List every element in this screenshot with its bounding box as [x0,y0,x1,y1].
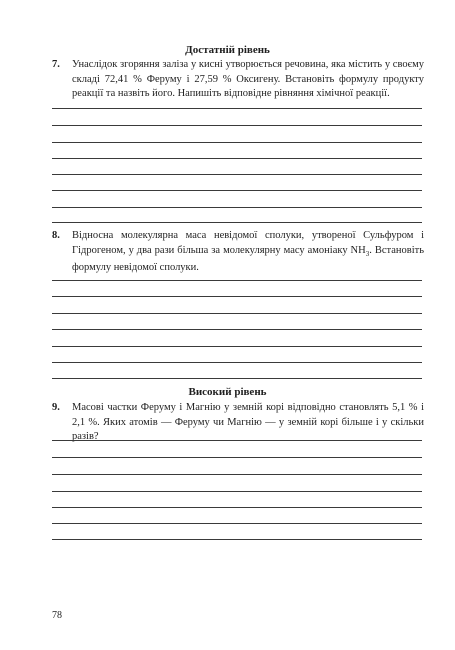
task-text: Унаслідок згоряння заліза у кисні утворюється речовина, яка містить у своєму складі 72,41 % Феруму і 27,59 % Оксигену. Встановіть формулу продукту реакції та назвіть його. Напишіть відповідне рівняння хімічної реакції. [72,59,424,99]
task-text-part: . Встановіть формулу невідомої сполуки. [72,244,424,274]
task-number: 8. [52,230,60,241]
task-7 [52,58,424,102]
answer-line[interactable] [52,457,422,458]
answer-line[interactable] [52,491,422,492]
answer-line[interactable] [52,313,422,314]
answer-line[interactable] [52,207,422,208]
task-text [72,229,424,276]
task-text-part: Відносна молекулярна маса невідомої сполуки, утвореної Сульфуром і Гідрогеном, у два рази більша за молекулярну масу амоніаку NH [72,230,424,256]
answer-line[interactable] [52,329,422,330]
answer-line[interactable] [52,440,422,441]
answer-line[interactable] [52,296,422,297]
answer-line[interactable] [52,362,422,363]
answer-line[interactable] [52,507,422,508]
answer-line[interactable] [52,142,422,143]
answer-line[interactable] [52,174,422,175]
section-title-high: Високий рівень [188,386,267,398]
answer-line[interactable] [52,125,422,126]
task-8 [52,229,424,276]
answer-line[interactable] [52,539,422,540]
section-title-sufficient: Достатній рівень [185,44,270,56]
formula-subscript: 3 [365,249,370,258]
answer-line[interactable] [52,280,422,281]
answer-line[interactable] [52,158,422,159]
answer-line[interactable] [52,378,422,379]
answer-line[interactable] [52,108,422,109]
answer-line[interactable] [52,190,422,191]
answer-line[interactable] [52,346,422,347]
answer-line[interactable] [52,474,422,475]
page-number: 78 [52,610,62,621]
task-number: 7. [52,59,60,70]
task-number: 9. [52,402,60,413]
task-9 [52,401,424,445]
answer-line[interactable] [52,222,422,223]
answer-line[interactable] [52,523,422,524]
task-text: Масові частки Феруму і Магнію у земній корі відповідно становлять 5,1 % і 2,1 %. Яких атомів — Феруму чи Магнію — у земній корі більше і у скільки разів? [72,402,424,442]
